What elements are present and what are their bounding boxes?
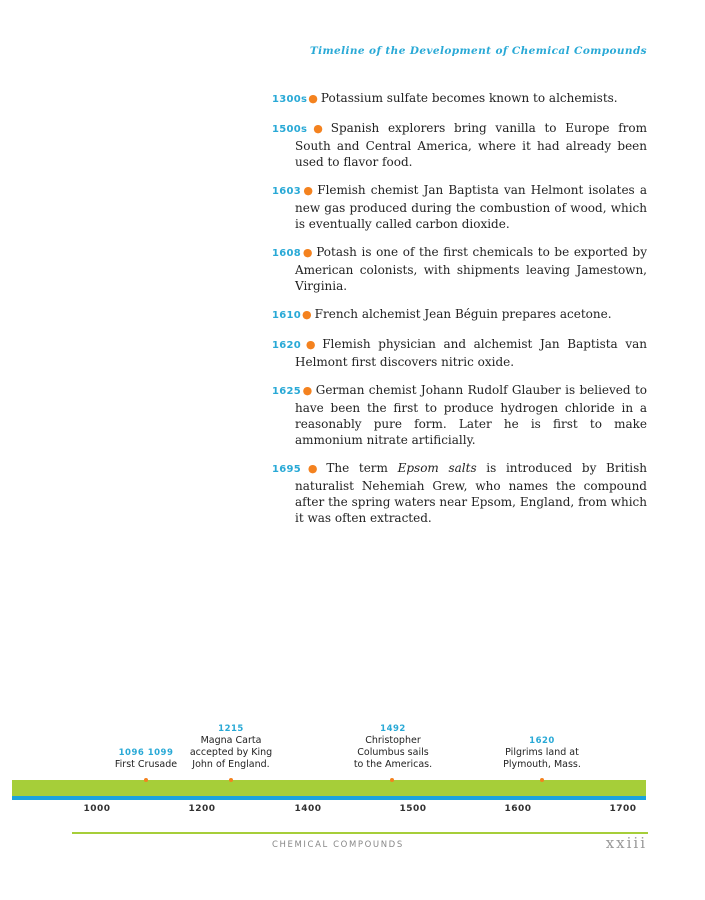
event-marker-dot-icon	[144, 778, 148, 782]
event-marker-dot-icon	[229, 778, 233, 782]
entry-text-after: is introduced by British naturalist Nehemiah Grew, who names the compound after the spring waters near Epsom, England, from which it was often extracted.	[295, 461, 647, 525]
timeline-event-pilgrims	[492, 735, 592, 771]
entry-text-before: The term	[326, 461, 398, 475]
event-year: 1492	[380, 724, 406, 734]
entry-year: 1620	[272, 340, 302, 351]
event-text: to the Americas.	[353, 759, 433, 770]
entry-text: German chemist Johann Rudolf Glauber is believed to have been the first to produce hydrogen chloride in a reasonably pure form. Later he is first to make ammonium nitrate artificially.	[295, 383, 647, 447]
tick-label: 1400	[294, 804, 322, 814]
entry-text: Flemish physician and alchemist Jan Baptista van Helmont first discovers nitric oxide.	[295, 337, 647, 369]
historical-timeline	[0, 720, 705, 830]
timeline-entries	[272, 78, 647, 537]
tick-label: 1500	[399, 804, 427, 814]
timeline-entry	[272, 182, 647, 232]
event-text: John of England.	[192, 759, 270, 770]
event-text: accepted by King	[189, 747, 273, 758]
timeline-entry	[272, 382, 647, 448]
tick-label: 1200	[188, 804, 216, 814]
timeline-event-columbus	[343, 723, 443, 771]
event-text: First Crusade	[114, 759, 178, 770]
running-head: Timeline of the Development of Chemical Compounds	[309, 45, 647, 57]
tick-label: 1600	[504, 804, 532, 814]
entry-text: Potassium sulfate becomes known to alchemists.	[320, 91, 618, 105]
entry-year: 1603	[272, 186, 302, 197]
event-year: 1215	[218, 724, 244, 734]
entry-text: Potash is one of the first chemicals to be exported by American colonists, with shipments leaving Jamestown, Virginia.	[295, 245, 647, 293]
timeline-event-magna-carta	[181, 723, 281, 771]
event-text: Pilgrims land at	[505, 747, 579, 758]
event-text: Christopher	[365, 735, 421, 746]
timeline-band	[12, 780, 646, 797]
timeline-entry	[272, 336, 647, 370]
event-text: Plymouth, Mass.	[503, 759, 581, 770]
bullet-dot-icon: ●	[302, 462, 324, 475]
entry-text: French alchemist Jean Béguin prepares acetone.	[314, 307, 612, 321]
page-number: xxiii	[605, 834, 647, 852]
entry-year: 1610	[272, 310, 302, 321]
timeline-entry	[272, 306, 647, 324]
timeline-entry	[272, 90, 647, 108]
bullet-dot-icon: ●	[302, 338, 320, 351]
entry-year: 1300s	[272, 94, 308, 105]
event-marker-dot-icon	[390, 778, 394, 782]
timeline-event-first-crusade	[108, 747, 184, 771]
timeline-entry	[272, 244, 647, 294]
event-text: Magna Carta	[200, 735, 262, 746]
entry-text-italic: Epsom salts	[397, 461, 477, 475]
bullet-dot-icon: ●	[302, 308, 312, 321]
footer-title: CHEMICAL COMPOUNDS	[272, 840, 404, 850]
entry-year: 1500s	[272, 124, 308, 135]
tick-label: 1700	[609, 804, 637, 814]
timeline-entry	[272, 460, 647, 526]
entry-text: Spanish explorers bring vanilla to Europe from South and Central America, where it had already been used to flavor food.	[295, 121, 647, 169]
entry-year: 1695	[272, 464, 302, 475]
bullet-dot-icon: ●	[302, 184, 315, 197]
timeline-entry	[272, 120, 647, 170]
tick-label: 1000	[83, 804, 111, 814]
timeline-axis-line	[12, 796, 646, 800]
entry-text: Flemish chemist Jan Baptista van Helmont isolates a new gas produced during the combustion of wood, which is eventually called carbon dioxide.	[295, 183, 647, 231]
event-text: Columbus sails	[357, 747, 429, 758]
bullet-dot-icon: ●	[308, 92, 318, 105]
entry-year: 1625	[272, 386, 302, 397]
bullet-dot-icon: ●	[302, 246, 314, 259]
bullet-dot-icon: ●	[302, 384, 313, 397]
event-year: 1620	[529, 736, 555, 746]
event-year: 1096 1099	[118, 748, 174, 758]
bullet-dot-icon: ●	[308, 122, 328, 135]
footer-rule	[72, 832, 648, 834]
event-marker-dot-icon	[540, 778, 544, 782]
entry-year: 1608	[272, 248, 302, 259]
